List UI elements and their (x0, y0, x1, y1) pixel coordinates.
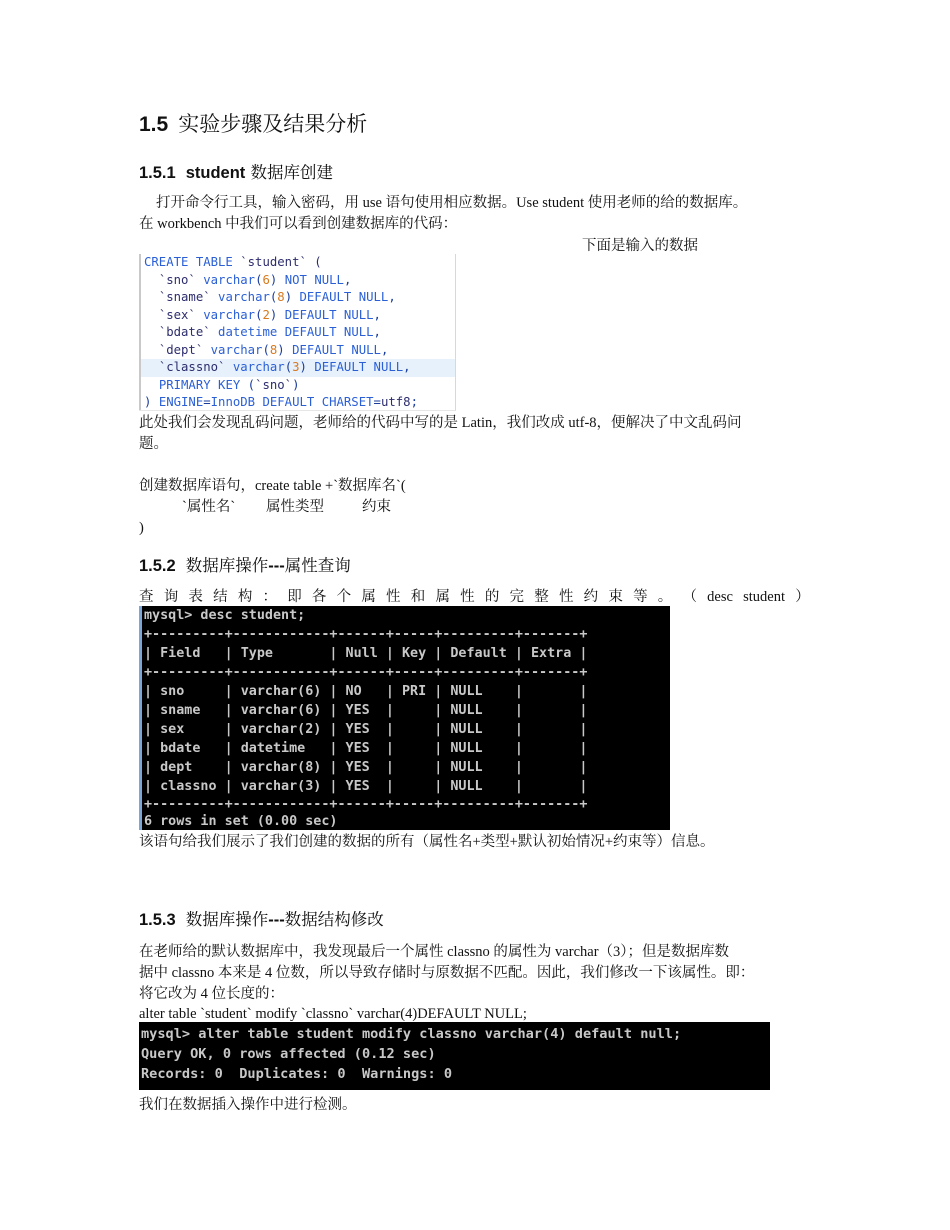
console-line: +---------+------------+------+-----+---------+-------+ (144, 627, 588, 642)
intro-token: ： (262, 589, 278, 605)
justified-intro-line (139, 587, 810, 608)
code-line: `sname` varchar(8) DEFAULT NULL, (158, 290, 396, 304)
console-line: | bdate | datetime | YES | | NULL | | (144, 741, 588, 756)
code-line: `sex` varchar(2) DEFAULT NULL, (158, 307, 381, 322)
subsection-number-1: 1.5.1 (139, 164, 176, 182)
paragraph-1-line-1: 打开命令行工具，输入密码，用 use 语句使用相应数据。Use student 使用老师的给的数据库。 (156, 195, 748, 211)
intro-token: 属 (435, 589, 450, 605)
paragraph-1-line-2: 在 workbench 中我们可以看到创建数据库的代码： (139, 216, 458, 232)
intro-token: 性 (386, 589, 401, 605)
create-table-code-image (139, 254, 456, 411)
subsection-title-2b: --- (268, 557, 285, 575)
intro-token: 和 (410, 589, 426, 605)
intro-token: 约 (583, 589, 599, 605)
code-line: `sno` varchar(6) NOT NULL, (158, 272, 352, 287)
console-line: Query OK, 0 rows affected (0.12 sec) (141, 1046, 436, 1062)
console-line: | sex | varchar(2) | YES | | NULL | | (144, 722, 588, 737)
intro-token: 束 (608, 589, 623, 605)
code-line: ) ENGINE=InnoDB DEFAULT CHARSET=utf8; (144, 395, 418, 409)
console-line: mysql> alter table student modify classno varchar(4) default null; (141, 1026, 682, 1042)
console-line: | sname | varchar(6) | YES | | NULL | | (144, 703, 588, 718)
intro-token: 构 (237, 589, 253, 605)
intro-token: 属 (361, 589, 376, 605)
intro-token: 等 (633, 589, 648, 605)
intro-token: 个 (336, 589, 352, 605)
code-line-highlighted: `classno` varchar(3) DEFAULT NULL, (141, 359, 455, 377)
subsection-title-1: 数据库创建 (250, 163, 334, 182)
subsection-number-3: 1.5.3 (139, 911, 176, 929)
editor-gutter (139, 254, 141, 410)
intro-token: 各 (311, 589, 327, 605)
intro-token: 性 (558, 589, 574, 605)
console-line: | classno | varchar(3) | YES | | NULL | | (144, 779, 588, 794)
intro-token: 查 (139, 589, 154, 605)
paragraph-2-line-2: 题。 (139, 436, 168, 452)
intro-token: 性 (460, 589, 475, 605)
intro-token: 即 (287, 589, 302, 605)
subsection-title-2c: 属性查询 (284, 556, 351, 575)
console-line: Records: 0 Duplicates: 0 Warnings: 0 (141, 1066, 452, 1082)
paragraph-5: 我们在数据插入操作中进行检测。 (139, 1097, 357, 1113)
paragraph-4-line-2: 据中 classno 本来是 4 位数，所以导致存储时与原数据不匹配。因此，我们修改一下该属性。即： (139, 965, 755, 981)
alter-console-image (139, 1022, 770, 1090)
paragraph-4-line-3: 将它改为 4 位长度的： (139, 986, 284, 1002)
syntax-attr-type: 属性类型 (266, 499, 324, 515)
intro-token: student (743, 589, 786, 605)
code-line: PRIMARY KEY (`sno`) (158, 377, 300, 392)
subsection-title-bold-1: student (185, 164, 246, 182)
console-line: mysql> desc student; (144, 608, 306, 623)
sql-statement: alter table `student` modify `classno` varchar(4)DEFAULT NULL; (139, 1006, 527, 1022)
subsection-heading-1 (139, 159, 333, 183)
paragraph-3: 该语句给我们展示了我们创建的数据的所有（属性名+类型+默认初始情况+约束等）信息。 (139, 834, 715, 850)
section-number: 1.5 (139, 113, 169, 136)
right-note: 下面是输入的数据 (582, 238, 698, 254)
syntax-constraint: 约束 (362, 499, 391, 515)
intro-token: ） (795, 589, 810, 605)
console-line: 6 rows in set (0.00 sec) (144, 814, 338, 829)
section-title: 实验步骤及结果分析 (178, 112, 368, 136)
intro-token: 整 (534, 589, 549, 605)
console-line: +---------+------------+------+-----+---------+-------+ (144, 665, 588, 680)
intro-token: 结 (213, 589, 228, 605)
subsection-heading-3 (139, 906, 384, 930)
intro-token: （ (682, 589, 697, 605)
section-heading (139, 108, 367, 138)
intro-token: desc (707, 589, 733, 605)
code-line: `bdate` datetime DEFAULT NULL, (158, 325, 381, 339)
desc-console-image (139, 606, 670, 830)
syntax-line-1: 创建数据库语句，create table +`数据库名`( (139, 478, 406, 494)
intro-token: 的 (484, 589, 500, 605)
intro-token: 完 (509, 589, 525, 605)
console-line: | sno | varchar(6) | NO | PRI | NULL | | (144, 684, 588, 699)
syntax-line-3: ) (139, 520, 144, 536)
paragraph-4-line-1: 在老师给的默认数据库中，我发现最后一个属性 classno 的属性为 varchar（3）；但是数据库数 (139, 944, 730, 960)
subsection-title-3a: 数据库操作 (185, 910, 269, 929)
subsection-number-2: 1.5.2 (139, 557, 176, 575)
code-line: `dept` varchar(8) DEFAULT NULL, (158, 342, 389, 357)
intro-token: 询 (163, 589, 179, 605)
code-line: CREATE TABLE `student` ( (144, 255, 322, 269)
syntax-attr-name: `属性名` (182, 499, 236, 515)
subsection-title-3b: --- (268, 911, 285, 929)
subsection-title-2a: 数据库操作 (185, 556, 269, 575)
subsection-title-3c: 数据结构修改 (284, 910, 384, 929)
console-line: +---------+------------+------+-----+---------+-------+ (144, 797, 588, 812)
console-line: | dept | varchar(8) | YES | | NULL | | (144, 760, 588, 775)
intro-token: 表 (188, 589, 203, 605)
intro-token: 。 (657, 589, 673, 605)
console-line: | Field | Type | Null | Key | Default | Extra | (144, 646, 588, 661)
paragraph-2-line-1: 此处我们会发现乱码问题，老师给的代码中写的是 Latin，我们改成 utf-8，便解决了中文乱码问 (139, 415, 742, 431)
subsection-heading-2 (139, 552, 351, 576)
